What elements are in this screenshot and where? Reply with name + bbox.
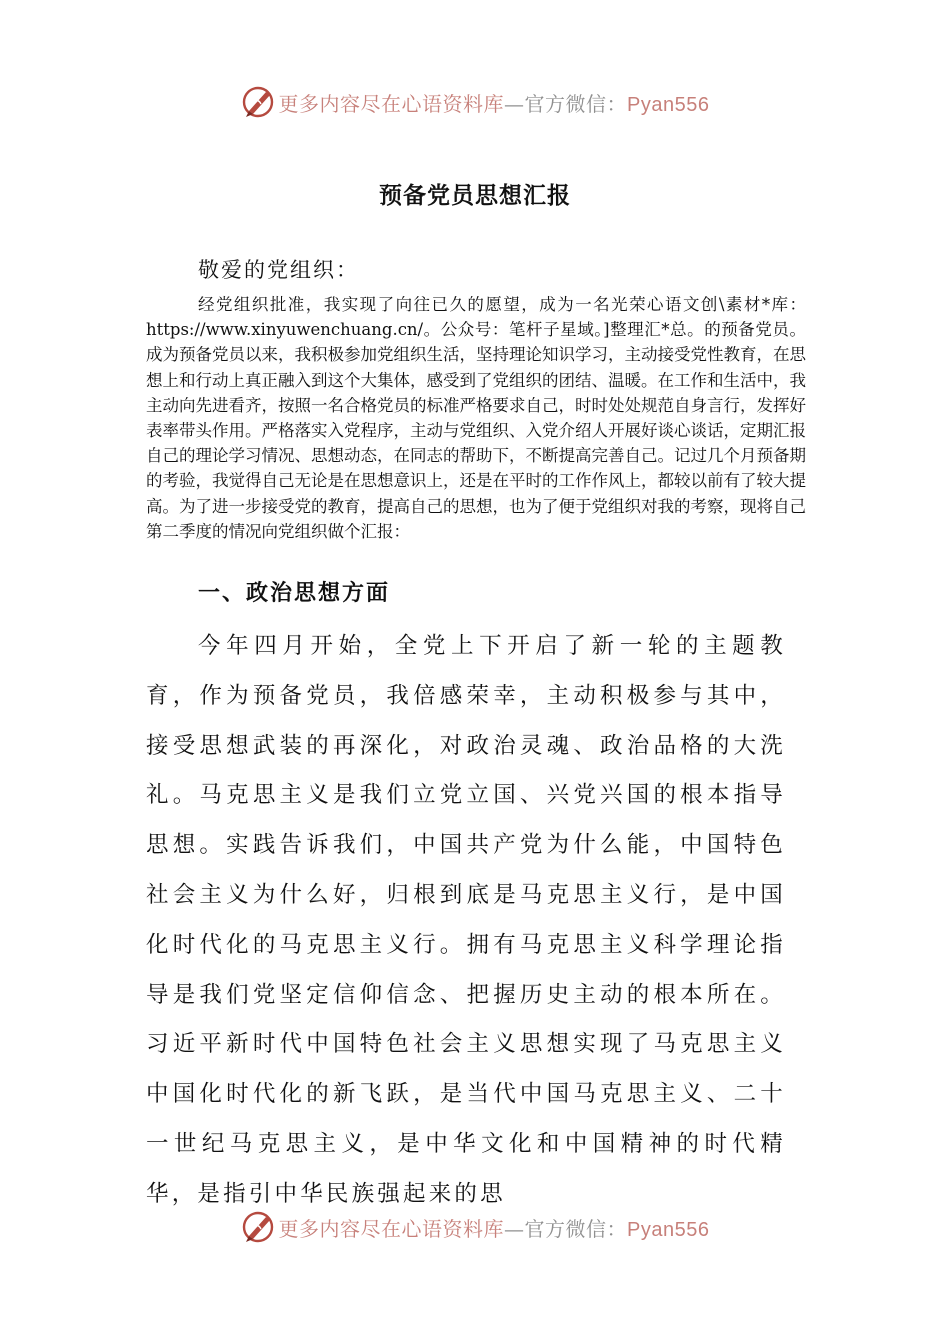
header-banner	[0, 82, 950, 122]
banner-wechat-id: Pyan556	[627, 93, 710, 116]
pen-logo-icon	[241, 84, 277, 120]
section-body-paragraph: 今年四月开始，全党上下开启了新一轮的主题教育，作为预备党员，我倍感荣幸，主动积极参与其中，接受思想武装的再深化，对政治灵魂、政治品格的大洗礼。马克思主义是我们立党立国、兴党兴国的根本指导思想。实践告诉我们，中国共产党为什么能，中国特色社会主义为什么好，归根到底是马克思主义行，是中国化时代化的马克思主义行。拥有马克思主义科学理论指导是我们党坚定信仰信念、把握历史主动的根本所在。习近平新时代中国特色社会主义思想实现了马克思主义中国化时代化的新飞跃，是当代中国马克思主义、二十一世纪马克思主义，是中华文化和中国精神的时代精华，是指引中华民族强起来的思	[146, 633, 786, 1207]
section-heading: 一、政治思想方面	[198, 580, 391, 606]
banner-text	[279, 1213, 710, 1242]
pen-logo-icon	[241, 1209, 277, 1245]
document-title: 预备党员思想汇报	[379, 182, 571, 209]
banner-separator: —	[504, 1216, 525, 1241]
banner-wechat-label: 官方微信：	[524, 91, 628, 116]
banner-main-text: 更多内容尽在心语资料库	[278, 1216, 505, 1241]
banner-wechat-label: 官方微信：	[524, 1216, 628, 1241]
banner-text	[279, 88, 710, 117]
intro-paragraph: 经党组织批准，我实现了向往已久的愿望，成为一名光荣心语文创\素材*库：https://www.xinyuwenchuang.cn/。公众号：笔杆子星域。]整理汇*总。的预备党员。成为预备党员以来，我积极参加党组织生活，坚持理论知识学习，主动接受党性教育，在思想上和行动上真正融入到这个大集体，感受到了党组织的团结、温暖。在工作和生活中，我主动向先进看齐，按照一名合格党员的标准严格要求自己，时时处处规范自身言行，发挥好表率带头作用。严格落实入党程序，主动与党组织、入党介绍人开展好谈心谈话，定期汇报自己的理论学习情况、思想动态，在同志的帮助下，不断提高完善自己。记过几个月预备期的考验，我觉得自己无论是在思想意识上，还是在平时的工作作风上，都较以前有了较大提高。为了进一步接受党的教育，提高自己的思想，也为了便于党组织对我的考察，现将自己第二季度的情况向党组织做个汇报：	[146, 295, 806, 541]
banner-separator: —	[504, 91, 525, 116]
banner-wechat-id: Pyan556	[627, 1218, 710, 1241]
salutation: 敬爱的党组织：	[198, 258, 359, 282]
banner-main-text: 更多内容尽在心语资料库	[278, 91, 505, 116]
footer-banner	[0, 1207, 950, 1247]
